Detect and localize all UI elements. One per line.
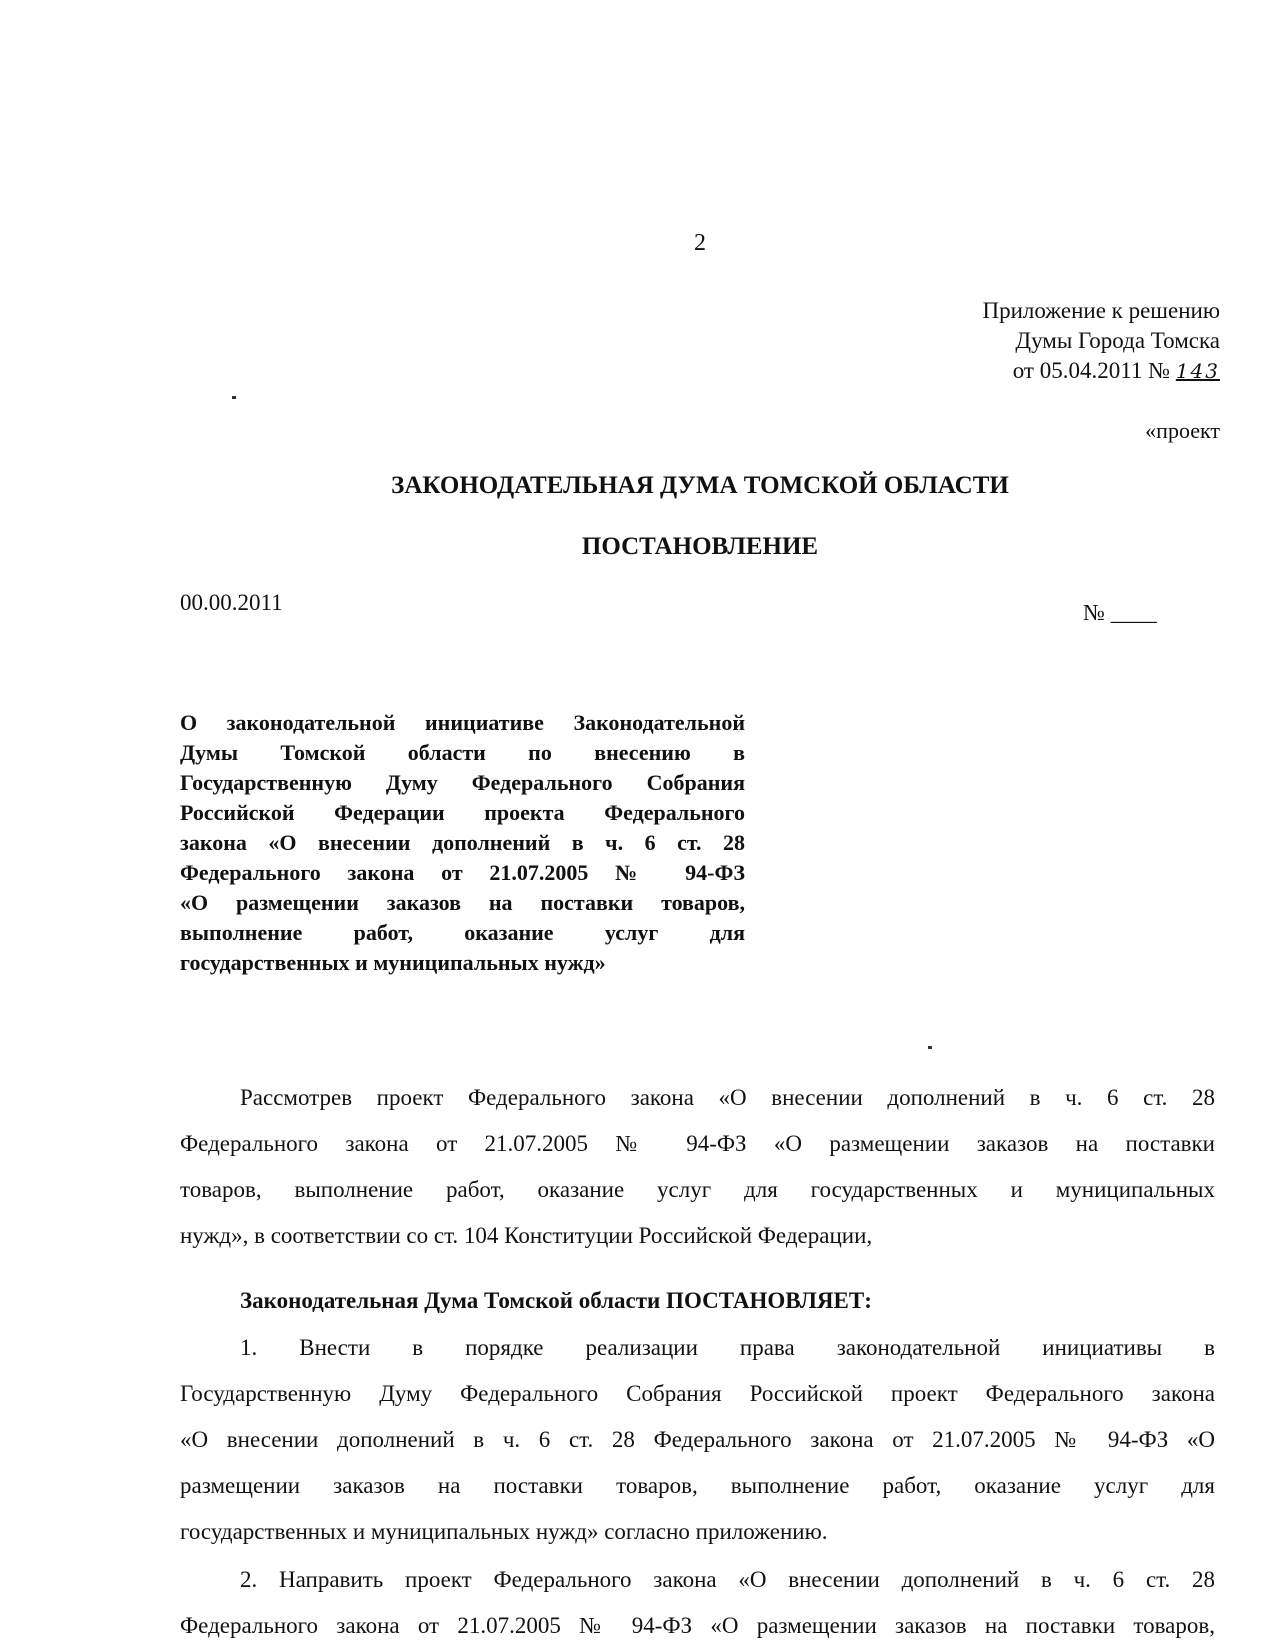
handwritten-number: 143 xyxy=(1175,359,1220,383)
document-type: ПОСТАНОВЛЕНИЕ xyxy=(581,533,819,560)
org-title: ЗАКОНОДАТЕЛЬНАЯ ДУМА ТОМСКОЙ ОБЛАСТИ xyxy=(391,472,1009,499)
subject-line: «О размещении заказов на поставки товаров, xyxy=(180,890,745,915)
body-line: 2. Направить проект Федерального закона «О внесении дополнений в ч. 6 ст. 28 xyxy=(240,1567,1215,1592)
item-2 xyxy=(180,1557,1215,1649)
subject-block xyxy=(180,708,745,978)
subject-line: выполнение работ, оказание услуг для xyxy=(180,920,745,945)
body-line: Федерального закона от 21.07.2005 № 94-ФЗ «О размещении заказов на поставки xyxy=(180,1131,1215,1156)
body-line: «О внесении дополнений в ч. 6 ст. 28 Федерального закона от 21.07.2005 № 94-ФЗ «О xyxy=(180,1427,1215,1452)
subject-line: государственных и муниципальных нужд» xyxy=(180,950,606,975)
appendix-note xyxy=(982,296,1220,386)
item-1 xyxy=(180,1325,1215,1555)
subject-line: Государственную Думу Федерального Собрания xyxy=(180,770,745,795)
scan-speck xyxy=(232,396,236,399)
scan-speck xyxy=(928,1046,932,1049)
body-line: размещении заказов на поставки товаров, выполнение работ, оказание услуг для xyxy=(180,1473,1215,1498)
subject-line: Федерального закона от 21.07.2005 № 94-ФЗ xyxy=(180,860,745,885)
subject-line: Думы Томской области по внесению в xyxy=(180,740,745,765)
appendix-date: от 05.04.2011 № xyxy=(1012,358,1171,383)
document-date: 00.00.2011 xyxy=(180,590,283,615)
body-line: Государственную Думу Федерального Собрания Российской проект Федерального закона xyxy=(180,1381,1215,1406)
page-number: 2 xyxy=(694,230,706,256)
subject-line: закона «О внесении дополнений в ч. 6 ст. 28 xyxy=(180,830,745,855)
preamble xyxy=(180,1075,1215,1259)
body-line: Законодательная Дума Томской области ПОСТАНОВЛЯЕТ: xyxy=(240,1288,872,1313)
appendix-line: Думы Города Томска xyxy=(1015,328,1220,353)
subject-line: О законодательной инициативе Законодательной xyxy=(180,710,745,735)
body-line: 1. Внести в порядке реализации права законодательной инициативы в xyxy=(240,1335,1215,1360)
body-line: государственных и муниципальных нужд» согласно приложению. xyxy=(180,1519,828,1544)
subject-line: Российской Федерации проекта Федерального xyxy=(180,800,745,825)
resolves-heading xyxy=(180,1278,1215,1324)
body-line: товаров, выполнение работ, оказание услуг для государственных и муниципальных xyxy=(180,1177,1215,1202)
document-number: № ____ xyxy=(1083,600,1157,625)
appendix-line xyxy=(982,356,1220,386)
body-line: Рассмотрев проект Федерального закона «О внесении дополнений в ч. 6 ст. 28 xyxy=(240,1085,1215,1110)
appendix-line: Приложение к решению xyxy=(982,298,1220,323)
body-line: нужд», в соответствии со ст. 104 Конституции Российской Федерации, xyxy=(180,1223,873,1248)
body-line: Федерального закона от 21.07.2005 № 94-ФЗ «О размещении заказов на поставки товаров, xyxy=(180,1613,1215,1638)
draft-label: «проект xyxy=(1145,418,1220,443)
